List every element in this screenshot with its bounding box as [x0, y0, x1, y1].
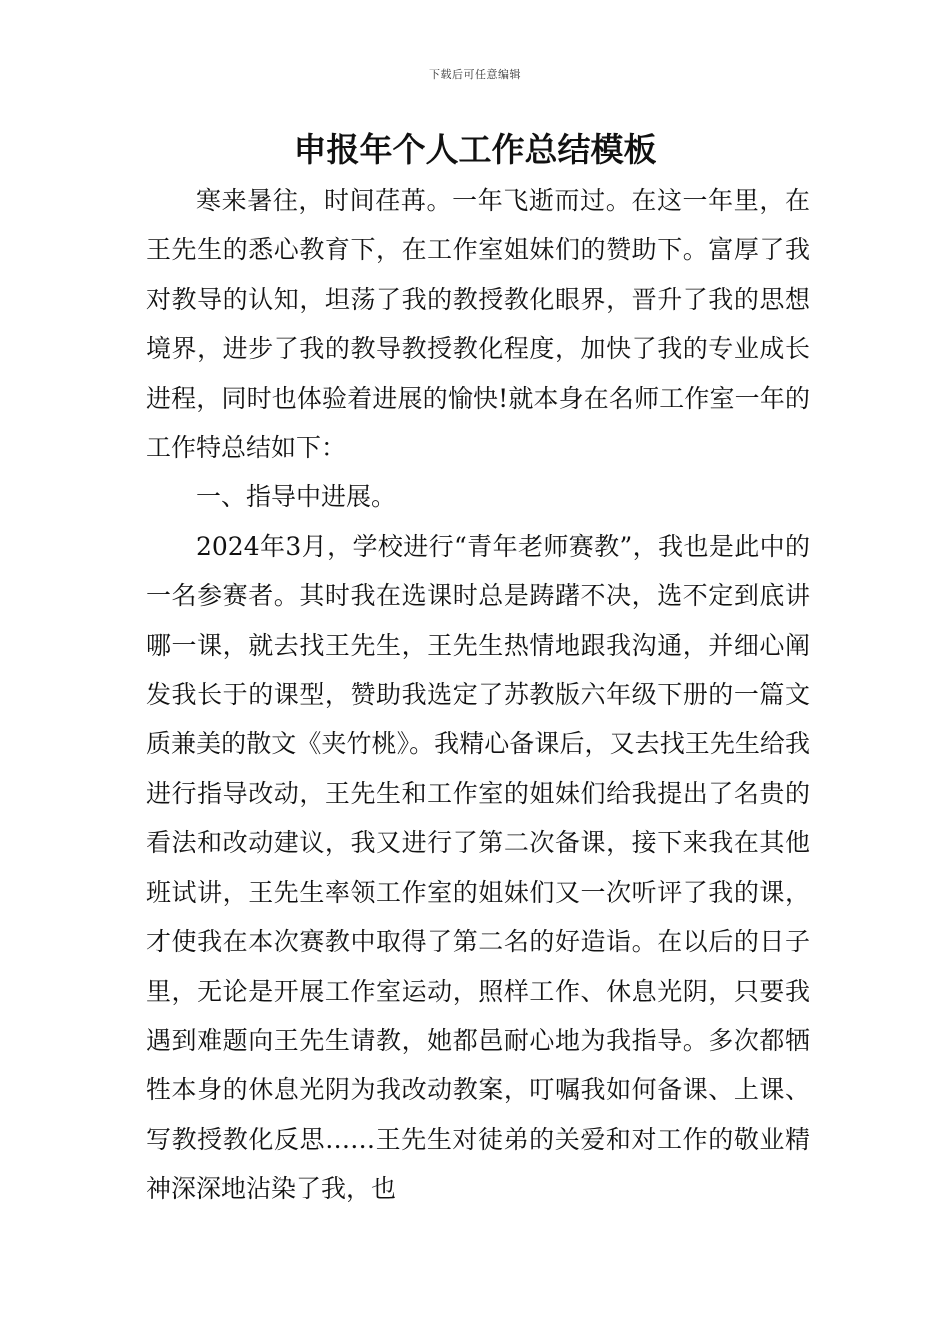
document-title: 申报年个人工作总结模板	[293, 130, 657, 169]
document-body	[146, 176, 810, 1214]
header-note: 下载后可任意编辑	[429, 68, 521, 81]
paragraph-intro: 寒来暑往，时间荏苒。一年飞逝而过。在这一年里，在王先生的悉心教育下，在工作室姐妹们的赞助下。富厚了我对教导的认知，坦荡了我的教授教化眼界，晋升了我的思想境界，进步了我的教导教授教化程度，加快了我的专业成长进程，同时也体验着进展的愉快!就本身在名师工作室一年的工作特总结如下：	[146, 186, 810, 463]
section-heading-1: 一、指导中进展。	[196, 482, 397, 512]
paragraph-section-1: 2024年3月，学校进行“青年老师赛教”，我也是此中的一名参赛者。其时我在选课时总是踌躇不决，选不定到底讲哪一课，就去找王先生，王先生热情地跟我沟通，并细心阐发我长于的课型，赞助我选定了苏教版六年级下册的一篇文质兼美的散文《夹竹桃》。我精心备课后，又去找王先生给我进行指导改动，王先生和工作室的姐妹们给我提出了名贵的看法和改动建议，我又进行了第二次备课，接下来我在其他班试讲，王先生率领工作室的姐妹们又一次听评了我的课，才使我在本次赛教中取得了第二名的好造诣。在以后的日子里，无论是开展工作室运动，照样工作、休息光阴，只要我遇到难题向王先生请教，她都邑耐心地为我指导。多次都牺牲本身的休息光阴为我改动教案，叮嘱我如何备课、上课、写教授教化反思……王先生对徒弟的关爱和对工作的敬业精神深深地沾染了我，也	[146, 531, 810, 1204]
